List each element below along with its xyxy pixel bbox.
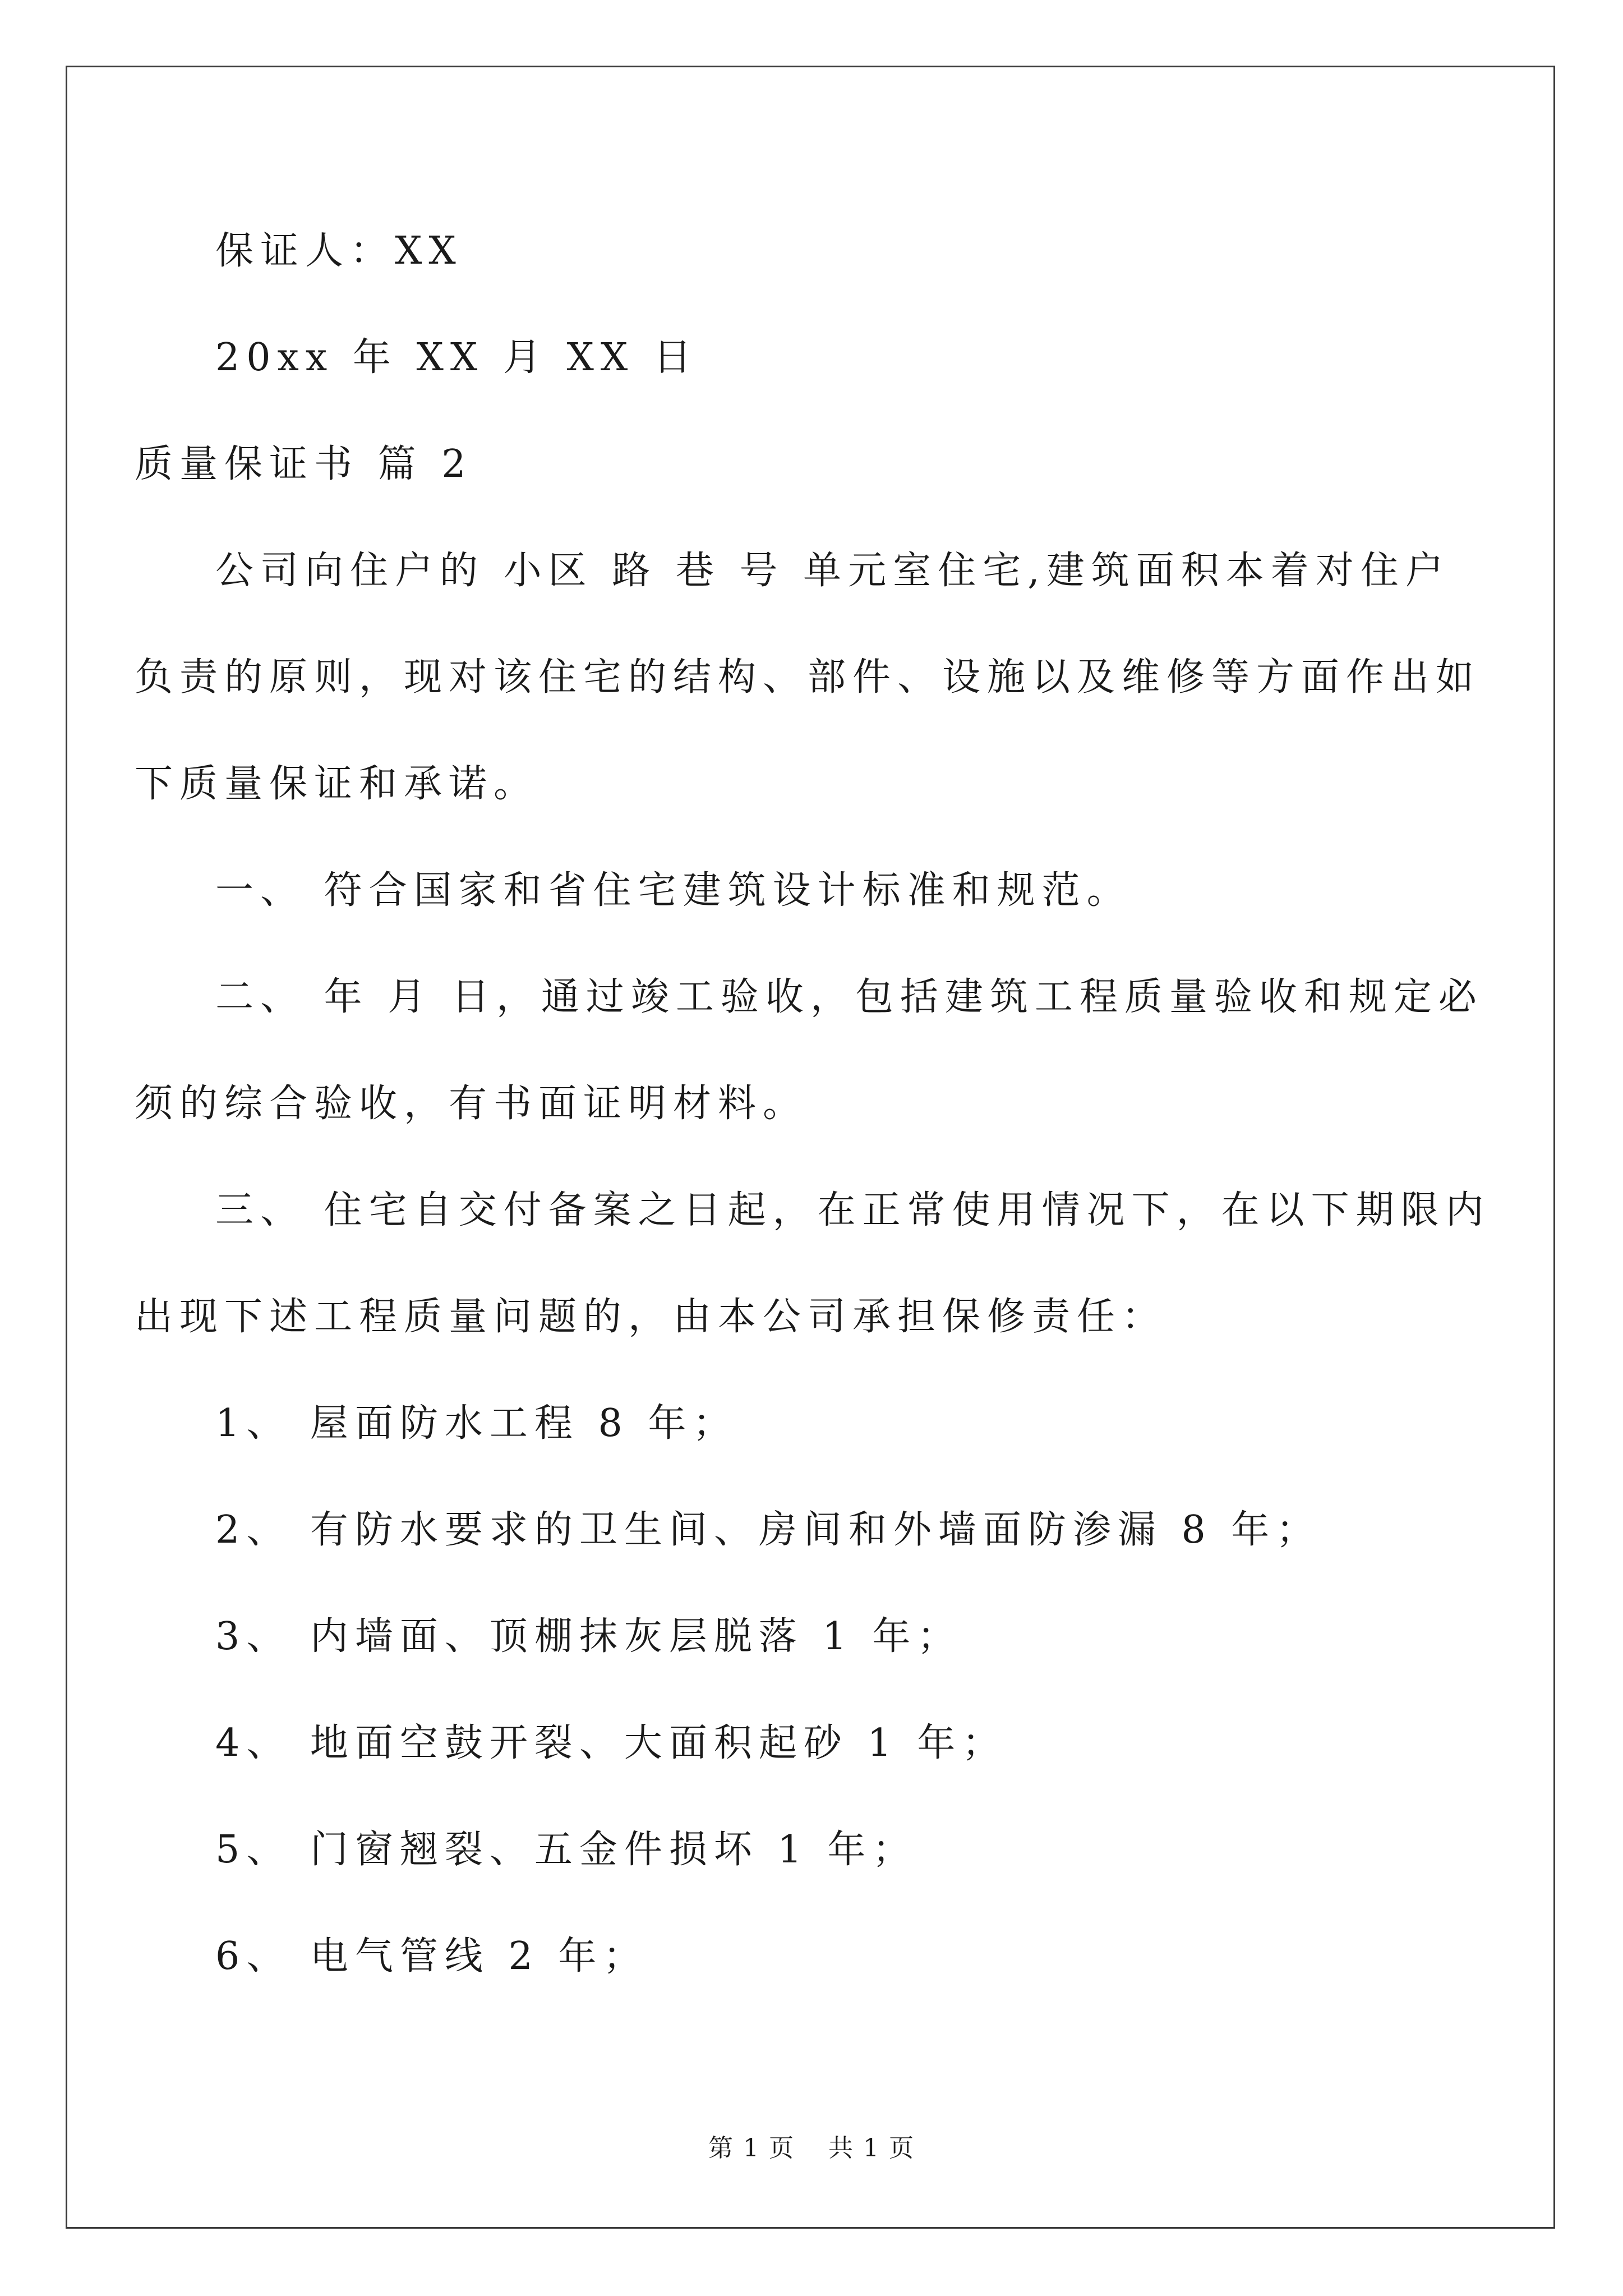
clause-item-continuation: 出现下述工程质量问题的，由本公司承担保修责任： [135,1295,1167,1339]
page-border [66,66,1555,2229]
clause-item-continuation: 须的综合验收，有书面证明材料。 [135,1082,808,1126]
warranty-list-item: 1、 屋面防水工程 8 年； [215,1401,738,1446]
clause-item: 一、 符合国家和省住宅建筑设计标准和规范。 [215,868,1132,913]
paragraph-line: 下质量保证和承诺。 [135,762,539,806]
guarantor-line: 保证人：XX [215,229,463,273]
date-line: 20xx 年 XX 月 XX 日 [215,335,698,380]
paragraph-line: 负责的原则，现对该住宅的结构、部件、设施以及维修等方面作出如 [135,655,1481,700]
warranty-list-item: 2、 有防水要求的卫生间、房间和外墙面防渗漏 8 年； [215,1508,1321,1552]
paragraph-line: 公司向住户的 小区 路 巷 号 单元室住宅,建筑面积本着对住户 [215,549,1450,593]
section-heading: 质量保证书 篇 2 [135,442,473,486]
page-footer [0,2132,1623,2165]
page-number-total: 共 1 页 [828,2134,915,2162]
page-number-current: 第 1 页 [708,2134,795,2162]
warranty-list-item: 5、 门窗翘裂、五金件损坏 1 年； [215,1828,917,1872]
warranty-list-item: 6、 电气管线 2 年； [215,1934,648,1978]
clause-item: 三、 住宅自交付备案之日起，在正常使用情况下，在以下期限内 [215,1188,1491,1232]
warranty-list-item: 4、 地面空鼓开裂、大面积起砂 1 年； [215,1721,1007,1765]
warranty-list-item: 3、 内墙面、顶棚抹灰层脱落 1 年； [215,1614,962,1659]
clause-item: 二、 年 月 日，通过竣工验收，包括建筑工程质量验收和规定必 [215,975,1483,1019]
